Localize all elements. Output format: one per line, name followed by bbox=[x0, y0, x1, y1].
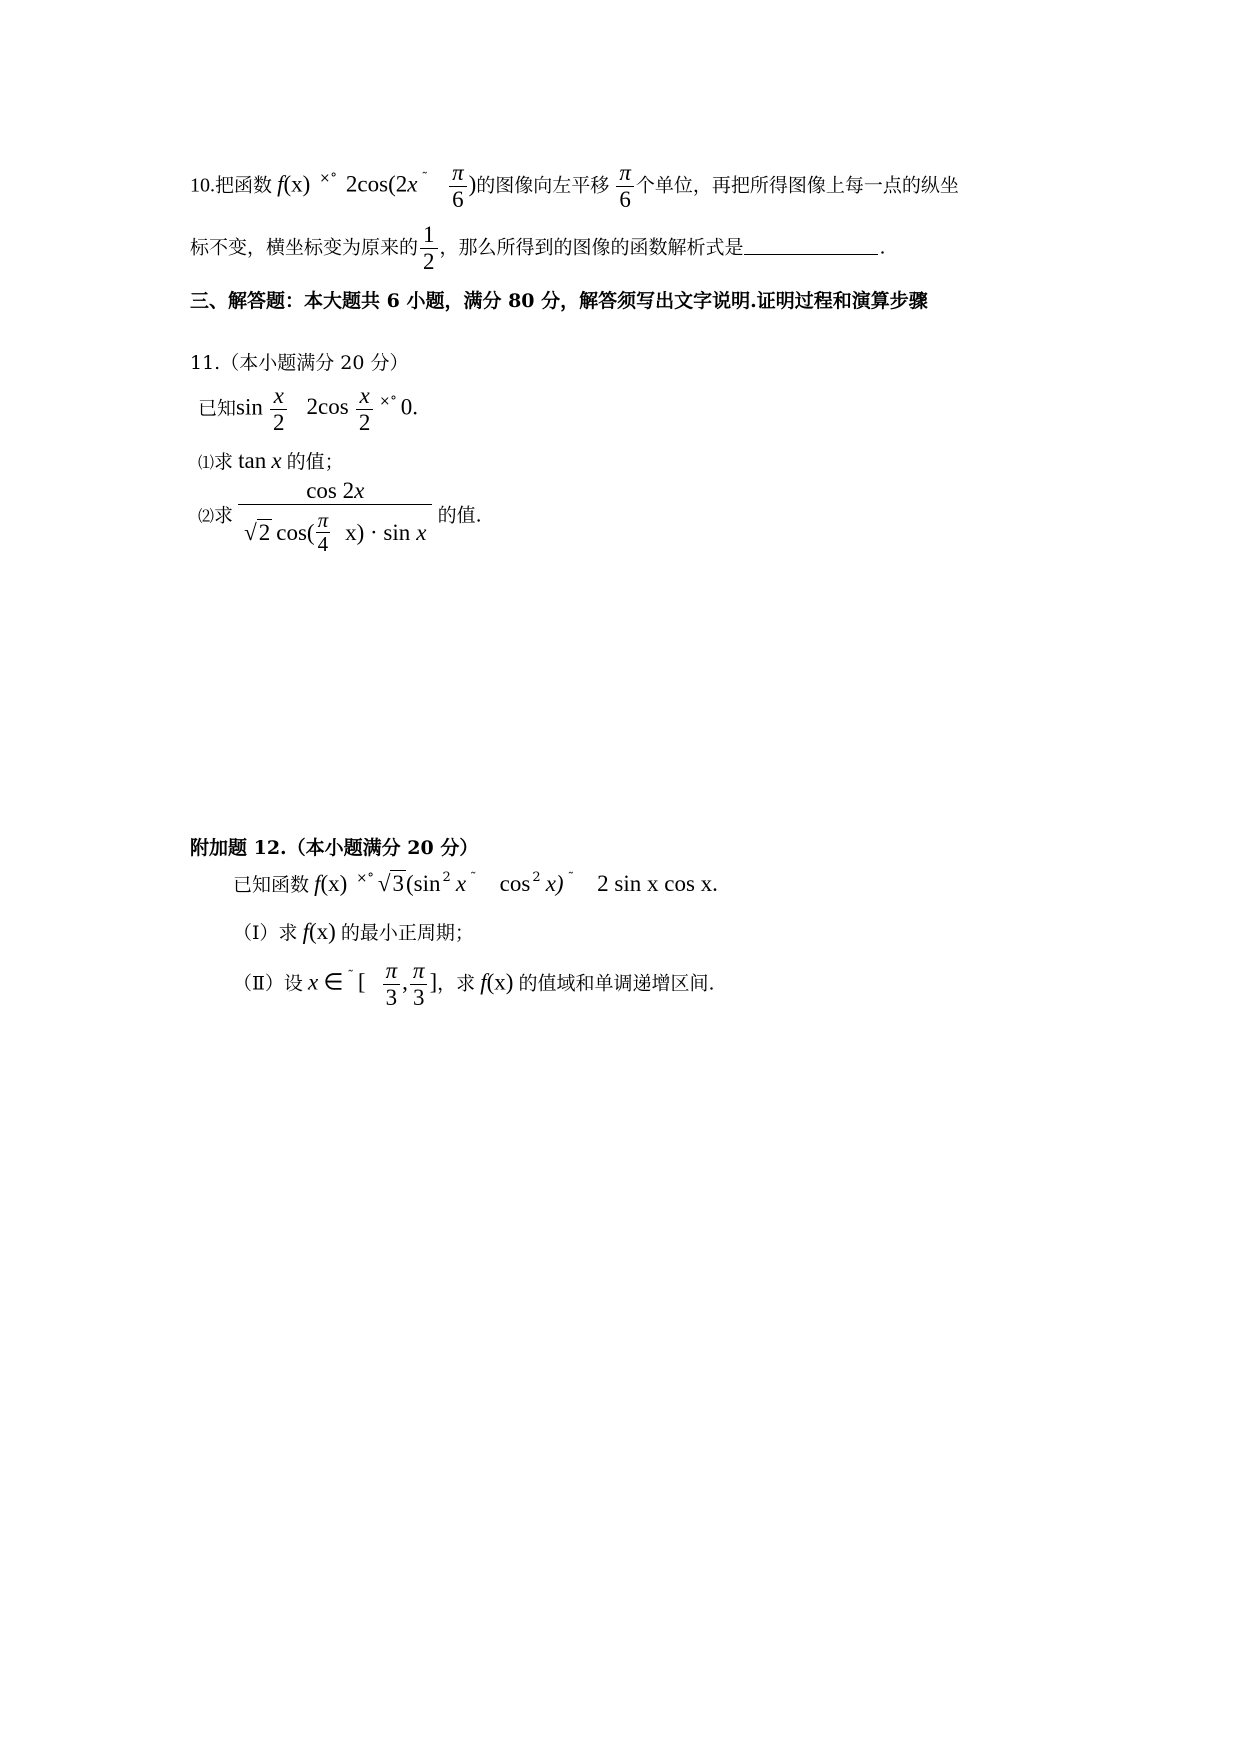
q11-cos-coef: 2cos bbox=[306, 394, 349, 420]
q10-period: . bbox=[879, 236, 886, 259]
q11-frac2-den: 2 bbox=[356, 409, 374, 436]
q10-close-paren: ) bbox=[468, 171, 477, 197]
q11-frac-num: x bbox=[273, 383, 284, 408]
answer-blank[interactable] bbox=[744, 254, 878, 255]
q12-x-a: x bbox=[455, 871, 467, 896]
q12-p1-text: 的最小正周期； bbox=[340, 922, 474, 944]
q11-p2-mid: x) · sin bbox=[345, 519, 411, 545]
q12-sup2-a: 2 bbox=[442, 870, 451, 885]
q11-x-over-2-a bbox=[270, 383, 288, 437]
q12-sup2-b: 2 bbox=[532, 870, 541, 885]
q10-number: 10. bbox=[190, 174, 215, 197]
q10-line1 bbox=[190, 160, 959, 214]
q11-given-line bbox=[198, 383, 418, 437]
q10-half-num: 1 bbox=[423, 222, 435, 247]
q10-garbled-eq: ×° bbox=[319, 171, 337, 187]
q12-given-line bbox=[233, 870, 718, 897]
q11-p2-den-x: x bbox=[416, 519, 427, 545]
q12-garbled-eq: ×° bbox=[356, 871, 374, 886]
q11-part2 bbox=[198, 478, 482, 556]
q11-frac-den: 2 bbox=[270, 409, 288, 436]
q12-part1 bbox=[233, 918, 474, 945]
q12-p1-label: （Ⅰ）求 bbox=[233, 922, 298, 944]
q12-given: 已知函数 bbox=[233, 874, 310, 896]
q11-p2-numer-cos: cos 2 bbox=[306, 478, 355, 503]
section3-heading: 三、解答题：本大题共 6 小题，满分 80 分，解答须写出文字说明.证明过程和演算步骤 bbox=[190, 290, 928, 312]
q10-text-1: 把函数 bbox=[215, 174, 273, 197]
q11-p2-numer-x: x bbox=[354, 478, 365, 503]
q11-p2-text2: 的值. bbox=[437, 504, 482, 527]
q11-period: . bbox=[412, 394, 418, 420]
q12-x-close: x) bbox=[545, 871, 564, 896]
q10-one-half bbox=[420, 222, 438, 276]
q12-f: f bbox=[314, 871, 321, 896]
q10-half-den: 2 bbox=[420, 248, 438, 275]
q12-period: . bbox=[712, 871, 718, 896]
q10-pi-over-6-b bbox=[616, 160, 634, 214]
q12-header: 附加题 12.（本小题满分 20 分） bbox=[190, 837, 479, 859]
q12-p2-x: x bbox=[308, 969, 319, 995]
q10-line2 bbox=[190, 222, 886, 276]
q12-p2-tilde: ˜ bbox=[347, 969, 354, 985]
q10-text-3: 个单位，再把所得图像上每一点的纵坐 bbox=[635, 174, 959, 197]
q11-p2-sqrt-rad: 2 bbox=[258, 519, 271, 545]
q11-given: 已知 bbox=[198, 397, 237, 420]
q11-x-over-2-b bbox=[356, 383, 374, 437]
q11-p1-x: x bbox=[271, 448, 282, 473]
q11-p2-cos: cos( bbox=[276, 519, 315, 545]
q11-p2-pi: π bbox=[317, 508, 329, 532]
q12-p2-pi-over-3-a bbox=[383, 958, 401, 1012]
q12-tilde-b: ˜ bbox=[567, 871, 575, 886]
q10-frac2-num: π bbox=[619, 160, 631, 185]
q11-garbled-eq: ×° bbox=[379, 394, 397, 410]
q10-text-2: 的图像向左平移 bbox=[476, 174, 610, 197]
q12-part2 bbox=[233, 958, 715, 1012]
q12-p2-in: ∈ bbox=[323, 969, 344, 995]
q10-pi-over-6-a bbox=[449, 160, 467, 214]
q10-x-paren: (x) bbox=[283, 171, 311, 197]
q12-cos2: cos bbox=[499, 871, 531, 896]
q11-p2-text1: 求 bbox=[214, 504, 234, 527]
q11-p2-numerator bbox=[300, 478, 370, 504]
q10-frac-num: π bbox=[452, 160, 464, 185]
q12-p2-frac-den: 3 bbox=[383, 984, 401, 1011]
q11-p2-four: 4 bbox=[317, 532, 329, 557]
q11-sin: sin bbox=[236, 394, 263, 420]
q12-p2-bracket-close: ] bbox=[429, 969, 438, 995]
q10-frac-den: 6 bbox=[449, 186, 467, 213]
q11-p2-fraction bbox=[238, 478, 432, 556]
q12-p2-frac2-num: π bbox=[412, 958, 425, 983]
q10-expr: 2cos(2 bbox=[345, 171, 408, 197]
q10-x: x bbox=[407, 171, 418, 197]
q11-p1-num: ⑴ bbox=[198, 453, 215, 472]
q11-p1-tan: tan bbox=[238, 448, 267, 473]
q12-sin2: (sin bbox=[405, 871, 441, 896]
q10-frac2-den: 6 bbox=[616, 186, 634, 213]
q12-p2-bracket-open: [ bbox=[357, 969, 366, 995]
q12-p2-frac-num: π bbox=[385, 958, 398, 983]
q11-header: 11.（本小题满分 20 分） bbox=[190, 352, 409, 374]
q10-text-4: 标不变，横坐标变为原来的 bbox=[190, 236, 419, 259]
q12-p2-pi-over-3-b bbox=[410, 958, 428, 1012]
q12-tail: 2 sin x cos x bbox=[597, 871, 713, 896]
q11-part1 bbox=[198, 447, 344, 474]
q12-p1-f: f bbox=[302, 919, 309, 944]
q10-f: f bbox=[277, 171, 284, 197]
q11-frac2-num: x bbox=[359, 383, 370, 408]
q12-p2-f: f bbox=[480, 969, 487, 995]
q11-p2-denominator bbox=[238, 504, 432, 556]
q12-tilde-a: ˜ bbox=[470, 871, 477, 886]
q11-p1-text1: 求 bbox=[214, 451, 234, 473]
q12-p2-comma: , bbox=[402, 969, 408, 995]
q11-p2-sqrt: √2 bbox=[244, 519, 271, 545]
q12-p2-label: （Ⅱ）设 bbox=[233, 972, 303, 995]
q12-sqrt3-rad: 3 bbox=[392, 871, 404, 896]
q11-p2-num: ⑵ bbox=[198, 506, 215, 526]
q11-p1-text2: 的值； bbox=[286, 451, 344, 473]
q12-p2-text: 的值域和单调递增区间. bbox=[518, 972, 715, 995]
q12-x-paren: (x) bbox=[320, 871, 348, 896]
q12-p2-frac2-den: 3 bbox=[410, 984, 428, 1011]
q12-p2-x-paren: (x) bbox=[486, 969, 514, 995]
q10-tilde: ˜ bbox=[421, 171, 428, 187]
q11-zero: 0 bbox=[400, 394, 413, 420]
q12-p1-x-paren: (x) bbox=[309, 919, 336, 944]
q12-sqrt3: √3 bbox=[377, 871, 404, 896]
q12-p2-mid: ，求 bbox=[437, 972, 476, 995]
q10-text-5: ，那么所得到的图像的函数解析式是 bbox=[439, 236, 744, 259]
q11-p2-pi-over-4 bbox=[316, 509, 331, 556]
